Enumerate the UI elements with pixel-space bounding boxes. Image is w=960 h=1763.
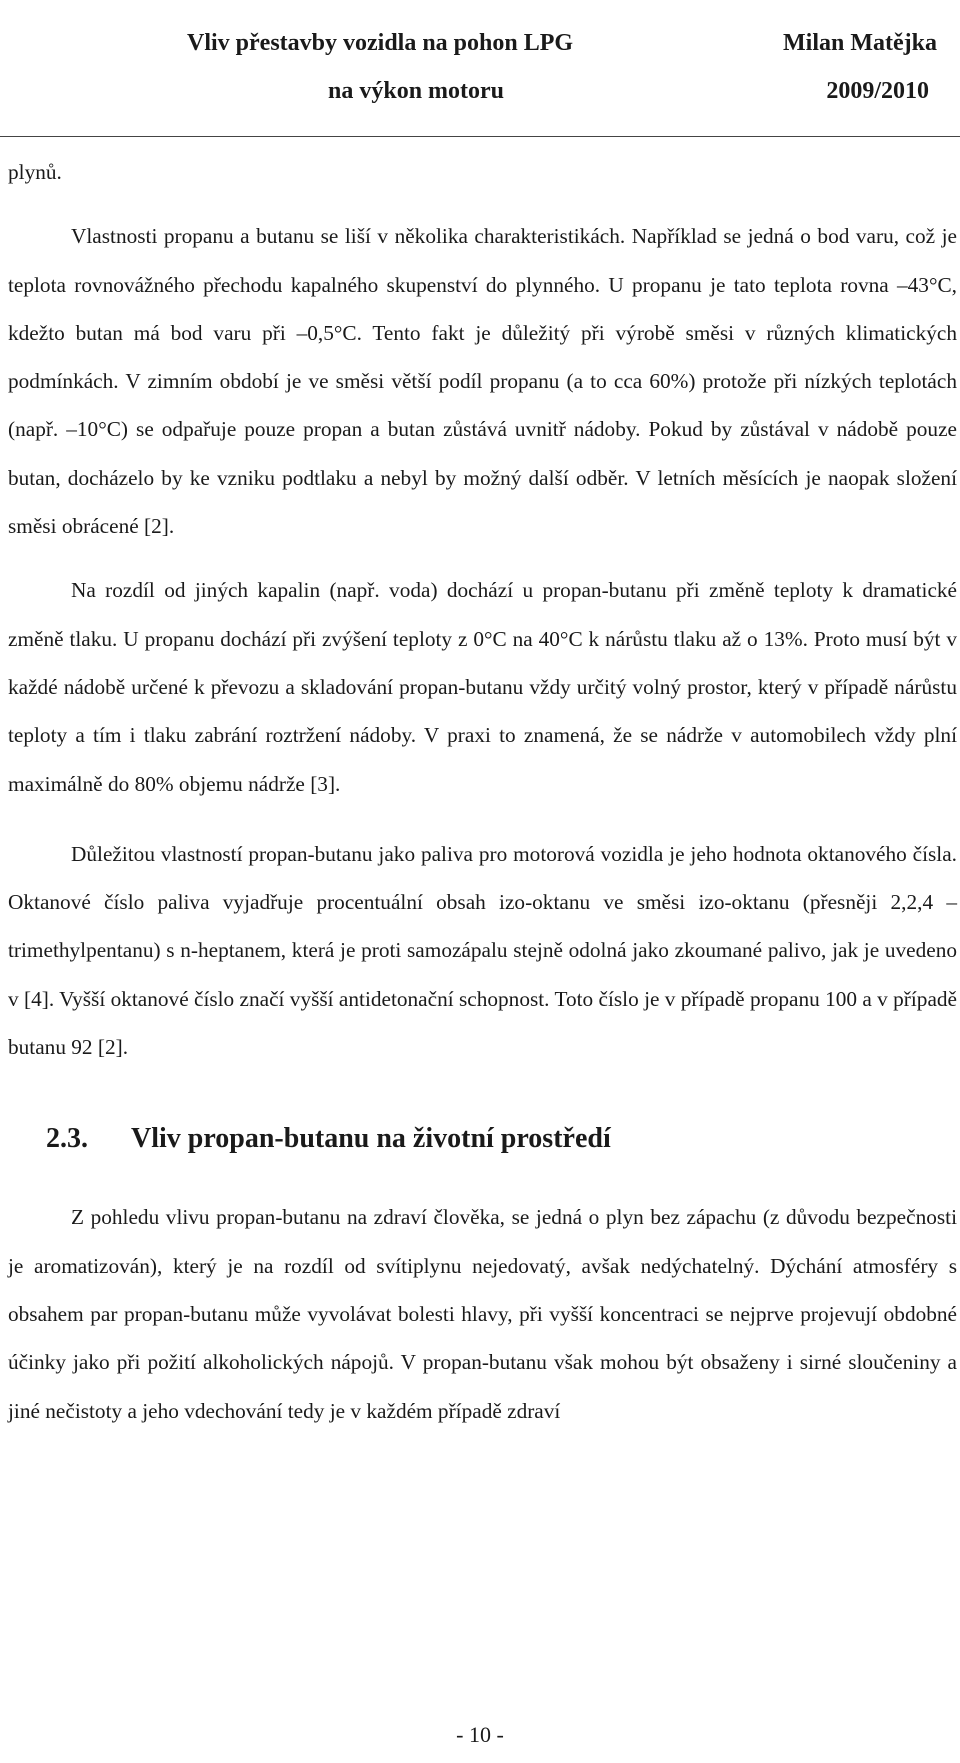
section-heading	[8, 1119, 957, 1159]
page-header	[0, 30, 960, 120]
page-number: - 10 -	[456, 1722, 504, 1747]
section-number: 2.3.	[46, 1123, 88, 1155]
paragraph-propane-butane-properties: Vlastnosti propanu a butanu se liší v několika charakteristikách. Například se jedná o bod varu, což je teplota rovnovážného přechodu kapalného skupenství do plynného. U propanu je tato teplota rovna –43°C, kdežto butan má bod varu při –0,5°C. Tento fakt je důležitý při výrobě směsi v různých klimatických podmínkách. V zimním období je ve směsi větší podíl propanu (a to cca 60%) protože při nízkých teplotách (např. –10°C) se odpařuje pouze propan a butan zůstává uvnitř nádoby. Pokud by zůstával v nádobě pouze butan, docházelo by ke vzniku podtlaku a nebyl by možný další odběr. V letních měsících je naopak složení směsi obrácené [2].	[8, 224, 957, 539]
paragraph-pressure-change: Na rozdíl od jiných kapalin (např. voda) dochází u propan-butanu při změně teploty k dramatické změně tlaku. U propanu dochází při zvýšení teploty z 0°C na 40°C k nárůstu tlaku až o 13%. Proto musí být v každé nádobě určené k převozu a skladování propan-butanu vždy určitý volný prostor, který v případě nárůstu teploty a tím i tlaku zabrání roztržení nádoby. V praxi to znamená, že se nádrže v automobilech vždy plní maximálně do 80% objemu nádrže [3].	[8, 578, 957, 796]
header-year: 2009/2010	[826, 78, 929, 104]
paragraph-health-impact: Z pohledu vlivu propan-butanu na zdraví člověka, se jedná o plyn bez zápachu (z důvodu bezpečnosti je aromatizován), který je na rozdíl od svítiplynu nejedovatý, avšak nedýchatelný. Dýchání atmosféry s obsahem par propan-butanu může vyvolávat bolesti hlavy, při vyšší koncentraci se nejprve projevují obdobné účinky jako při požití alkoholických nápojů. V propan-butanu však mohou být obsaženy i sirné sloučeniny a jiné nečistoty a jeho vdechování tedy je v každém případě zdraví	[8, 1205, 957, 1423]
paragraph-octane-number: Důležitou vlastností propan-butanu jako paliva pro motorová vozidla je jeho hodnota oktanového čísla. Oktanové číslo paliva vyjadřuje procentuální obsah izo-oktanu ve směsi izo-oktanu (přesněji 2,2,4 – trimethylpentanu) s n-heptanem, která je proti samozápalu stejně odolná jako zkoumané palivo, jak je uvedeno v [4]. Vyšší oktanové číslo značí vyšší antidetonační schopnost. Toto číslo je v případě propanu 100 a v případě butanu 92 [2].	[8, 841, 957, 1060]
header-title-line2: na výkon motoru	[328, 78, 505, 104]
document-body	[8, 148, 957, 1435]
paragraph-continuation: plynů.	[8, 160, 62, 184]
header-title-line1: Vliv přestavby vozidla na pohon LPG	[187, 30, 574, 56]
header-author: Milan Matějka	[783, 30, 937, 56]
section-title: Vliv propan-butanu na životní prostředí	[131, 1123, 611, 1155]
header-divider	[0, 136, 960, 137]
